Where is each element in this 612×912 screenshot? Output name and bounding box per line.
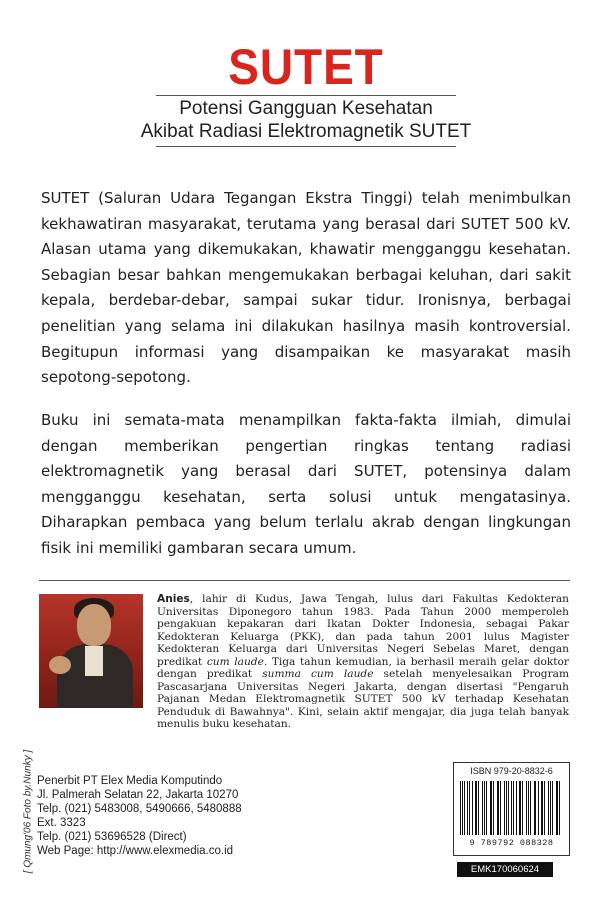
barcode-stripe <box>522 781 523 835</box>
barcode-stripe <box>552 781 553 835</box>
barcode-stripe <box>467 781 468 835</box>
publisher-phone: Telp. (021) 5483008, 5490666, 5480888 <box>37 802 337 816</box>
author-photo <box>39 594 143 708</box>
author-bio: Anies, lahir di Kudus, Jawa Tengah, lulus dari Fakultas Kedokteran Universitas Diponegoro tahun 1983. Pada Tahun 2000 memperoleh pengakuan kepakaran dari Ikatan Dokter Indonesia, sebagai Pakar Kedokteran Keluarga (PKK), dan pada tahun 2001 lulus Magister Kedokteran Keluarga dari Universitas Negeri Sebelas Maret, dengan predikat cum laude. Tiga tahun kemudian, ia berhasil meraih gelar doktor dengan predikat summa cum laude setelah menyelesaikan Program Pascasarjana Universitas Negeri Jakarta, dengan disertasi "Pengaruh Pajanan Medan Elektromagnetik SUTET 500 kV terhadap Kesehatan Penduduk di Bawahnya". Kini, selain aktif mengajar, dia juga telah banyak menulis buku kesehatan. <box>157 593 569 731</box>
barcode-stripe <box>486 781 487 835</box>
publisher-info <box>37 774 337 858</box>
subtitle-line-1: Potensi Gangguan Kesehatan <box>0 98 612 120</box>
book-title: SUTET <box>24 40 587 94</box>
publisher-ext: Ext. 3323 <box>37 816 337 830</box>
barcode-stripe <box>469 781 470 835</box>
product-code: EMK170060624 <box>457 862 553 877</box>
barcode-stripe <box>493 781 494 835</box>
author-section-rule <box>39 580 570 581</box>
barcode-bars <box>460 781 563 835</box>
barcode-stripe <box>511 781 512 835</box>
barcode-number: 9 789792 088328 <box>454 838 569 848</box>
barcode-stripe <box>526 781 527 835</box>
author-name: Anies <box>157 593 190 605</box>
barcode-stripe <box>500 781 501 835</box>
barcode-stripe <box>460 781 461 835</box>
title-rule-top <box>156 95 456 96</box>
publisher-address: Jl. Palmerah Selatan 22, Jakarta 10270 <box>37 788 337 802</box>
subtitle-line-2: Akibat Radiasi Elektromagnetik SUTET <box>0 121 612 143</box>
blurb-paragraph-2: Buku ini semata-mata menampilkan fakta-fakta ilmiah, dimulai dengan memberikan pengertian ringkas tentang radiasi elektromagnetik yang berasal dari SUTET, potensinya dalam mengganggu kesehatan, serta solusi untuk mengatasinya. Diharapkan pembaca yang belum terlalu akrab dengan lingkungan fisik ini memiliki gambaran secara umum. <box>41 408 571 562</box>
barcode-stripe <box>535 781 536 835</box>
barcode-stripe <box>544 781 545 835</box>
barcode-stripe <box>504 781 505 835</box>
barcode-stripe <box>478 781 479 835</box>
barcode-stripe <box>513 781 514 835</box>
isbn-label: ISBN 979-20-8832-6 <box>454 766 569 776</box>
publisher-name: Penerbit PT Elex Media Komputindo <box>37 774 337 788</box>
barcode-stripe <box>548 781 549 835</box>
photo-credit: [ Qmung'06 Foto by.Nunky ] <box>23 712 34 912</box>
publisher-direct-phone: Telp. (021) 53696528 (Direct) <box>37 830 337 844</box>
barcode-stripe <box>482 781 483 835</box>
title-rule-bottom <box>156 146 456 147</box>
barcode-stripe <box>528 781 529 835</box>
barcode-stripe <box>559 781 560 835</box>
isbn-barcode <box>453 762 570 856</box>
publisher-website: Web Page: http://www.elexmedia.co.id <box>37 844 337 858</box>
blurb-paragraph-1: SUTET (Saluran Udara Tegangan Ekstra Tinggi) telah menimbulkan kekhawatiran masyarakat, terutama yang berasal dari SUTET 500 kV. Alasan utama yang dikemukakan, khawatir mengganggu kesehatan. Sebagian besar bahkan mengemukakan berbagai keluhan, dari sakit kepala, berdebar-debar, sampai sukar tidur. Ironisnya, berbagai penelitian yang selama ini dilakukan hasilnya masih kontroversial. Begitupun informasi yang disampaikan ke masyarakat masih sepotong-sepotong. <box>41 186 571 391</box>
